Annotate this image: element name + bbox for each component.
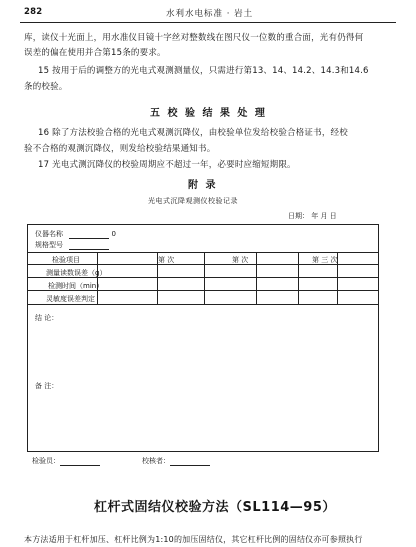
paragraph-continued-line2: 误差的偏在使用并合第15条的要求。: [24, 48, 166, 58]
clause-17: 17 光电式测沉降仪的校验周期应不超过一年，必要时应缩短期限。: [38, 160, 296, 170]
table-col-rule: [204, 252, 205, 304]
table-col-rule: [298, 252, 299, 304]
col-header-first: 第 次: [158, 256, 175, 264]
form-row-name: 仪器名称 0: [35, 230, 116, 238]
clause-15-line1: 15 按用于后的调整方的光电式观测测量仪，只需进行第13、14、14.2、14.3和14.6: [38, 66, 369, 76]
form-row-model: 规格型号: [35, 240, 109, 250]
conclusion-label: 结 论：: [35, 314, 59, 322]
checker-signature: 校核者：: [142, 456, 210, 466]
row-time-label: 检测时间（min）: [48, 282, 104, 290]
running-title: 水利水电标准 · 岩土: [166, 9, 254, 19]
form-date: 日期： 年 月 日: [288, 212, 337, 220]
next-standard-line1: 本方法适用于杠杆加压、杠杆比例为1:10的加压固结仪，其它杠杆比例的固结仪亦可参照执行: [24, 535, 363, 544]
col-header-second: 第 次: [232, 256, 249, 264]
inspector-signature: 检验员：: [32, 456, 100, 466]
table-rule: [27, 304, 379, 305]
header-rule: [20, 22, 396, 23]
col-header-item: 检验项目: [52, 256, 80, 264]
table-col-rule: [256, 252, 257, 304]
paragraph-continued-line1: 库，读仪十光面上，用水准仪目镜十字丝对整数线在图尺仪一位数的重合面，光有仍得何: [24, 33, 364, 43]
remarks-label: 备 注：: [35, 382, 59, 390]
section-title: 五 校 验 结 果 处 理: [150, 108, 267, 119]
row-reading-label: 测量读数误差（g）: [46, 269, 107, 277]
appendix-label: 附 录: [188, 180, 218, 191]
clause-16-line2: 验不合格的观测沉降仪，则发给校验结果通知书。: [24, 144, 216, 154]
page-number: 282: [24, 7, 43, 17]
table-rule: [27, 252, 379, 253]
table-col-rule: [97, 252, 98, 304]
clause-16-line1: 16 除了方法校验合格的光电式观测沉降仪，由校验单位发给校验合格证书，经校: [38, 128, 348, 138]
clause-15-line2: 条的校验。: [24, 82, 68, 92]
next-standard-title: 杠杆式固结仪校验方法（SL114—95）: [94, 500, 336, 515]
row-result-label: 灵敏度误差判定: [46, 295, 95, 303]
form-title: 光电式沉降观测仪校验记录: [148, 197, 238, 205]
col-header-third: 第 三 次: [312, 256, 338, 264]
